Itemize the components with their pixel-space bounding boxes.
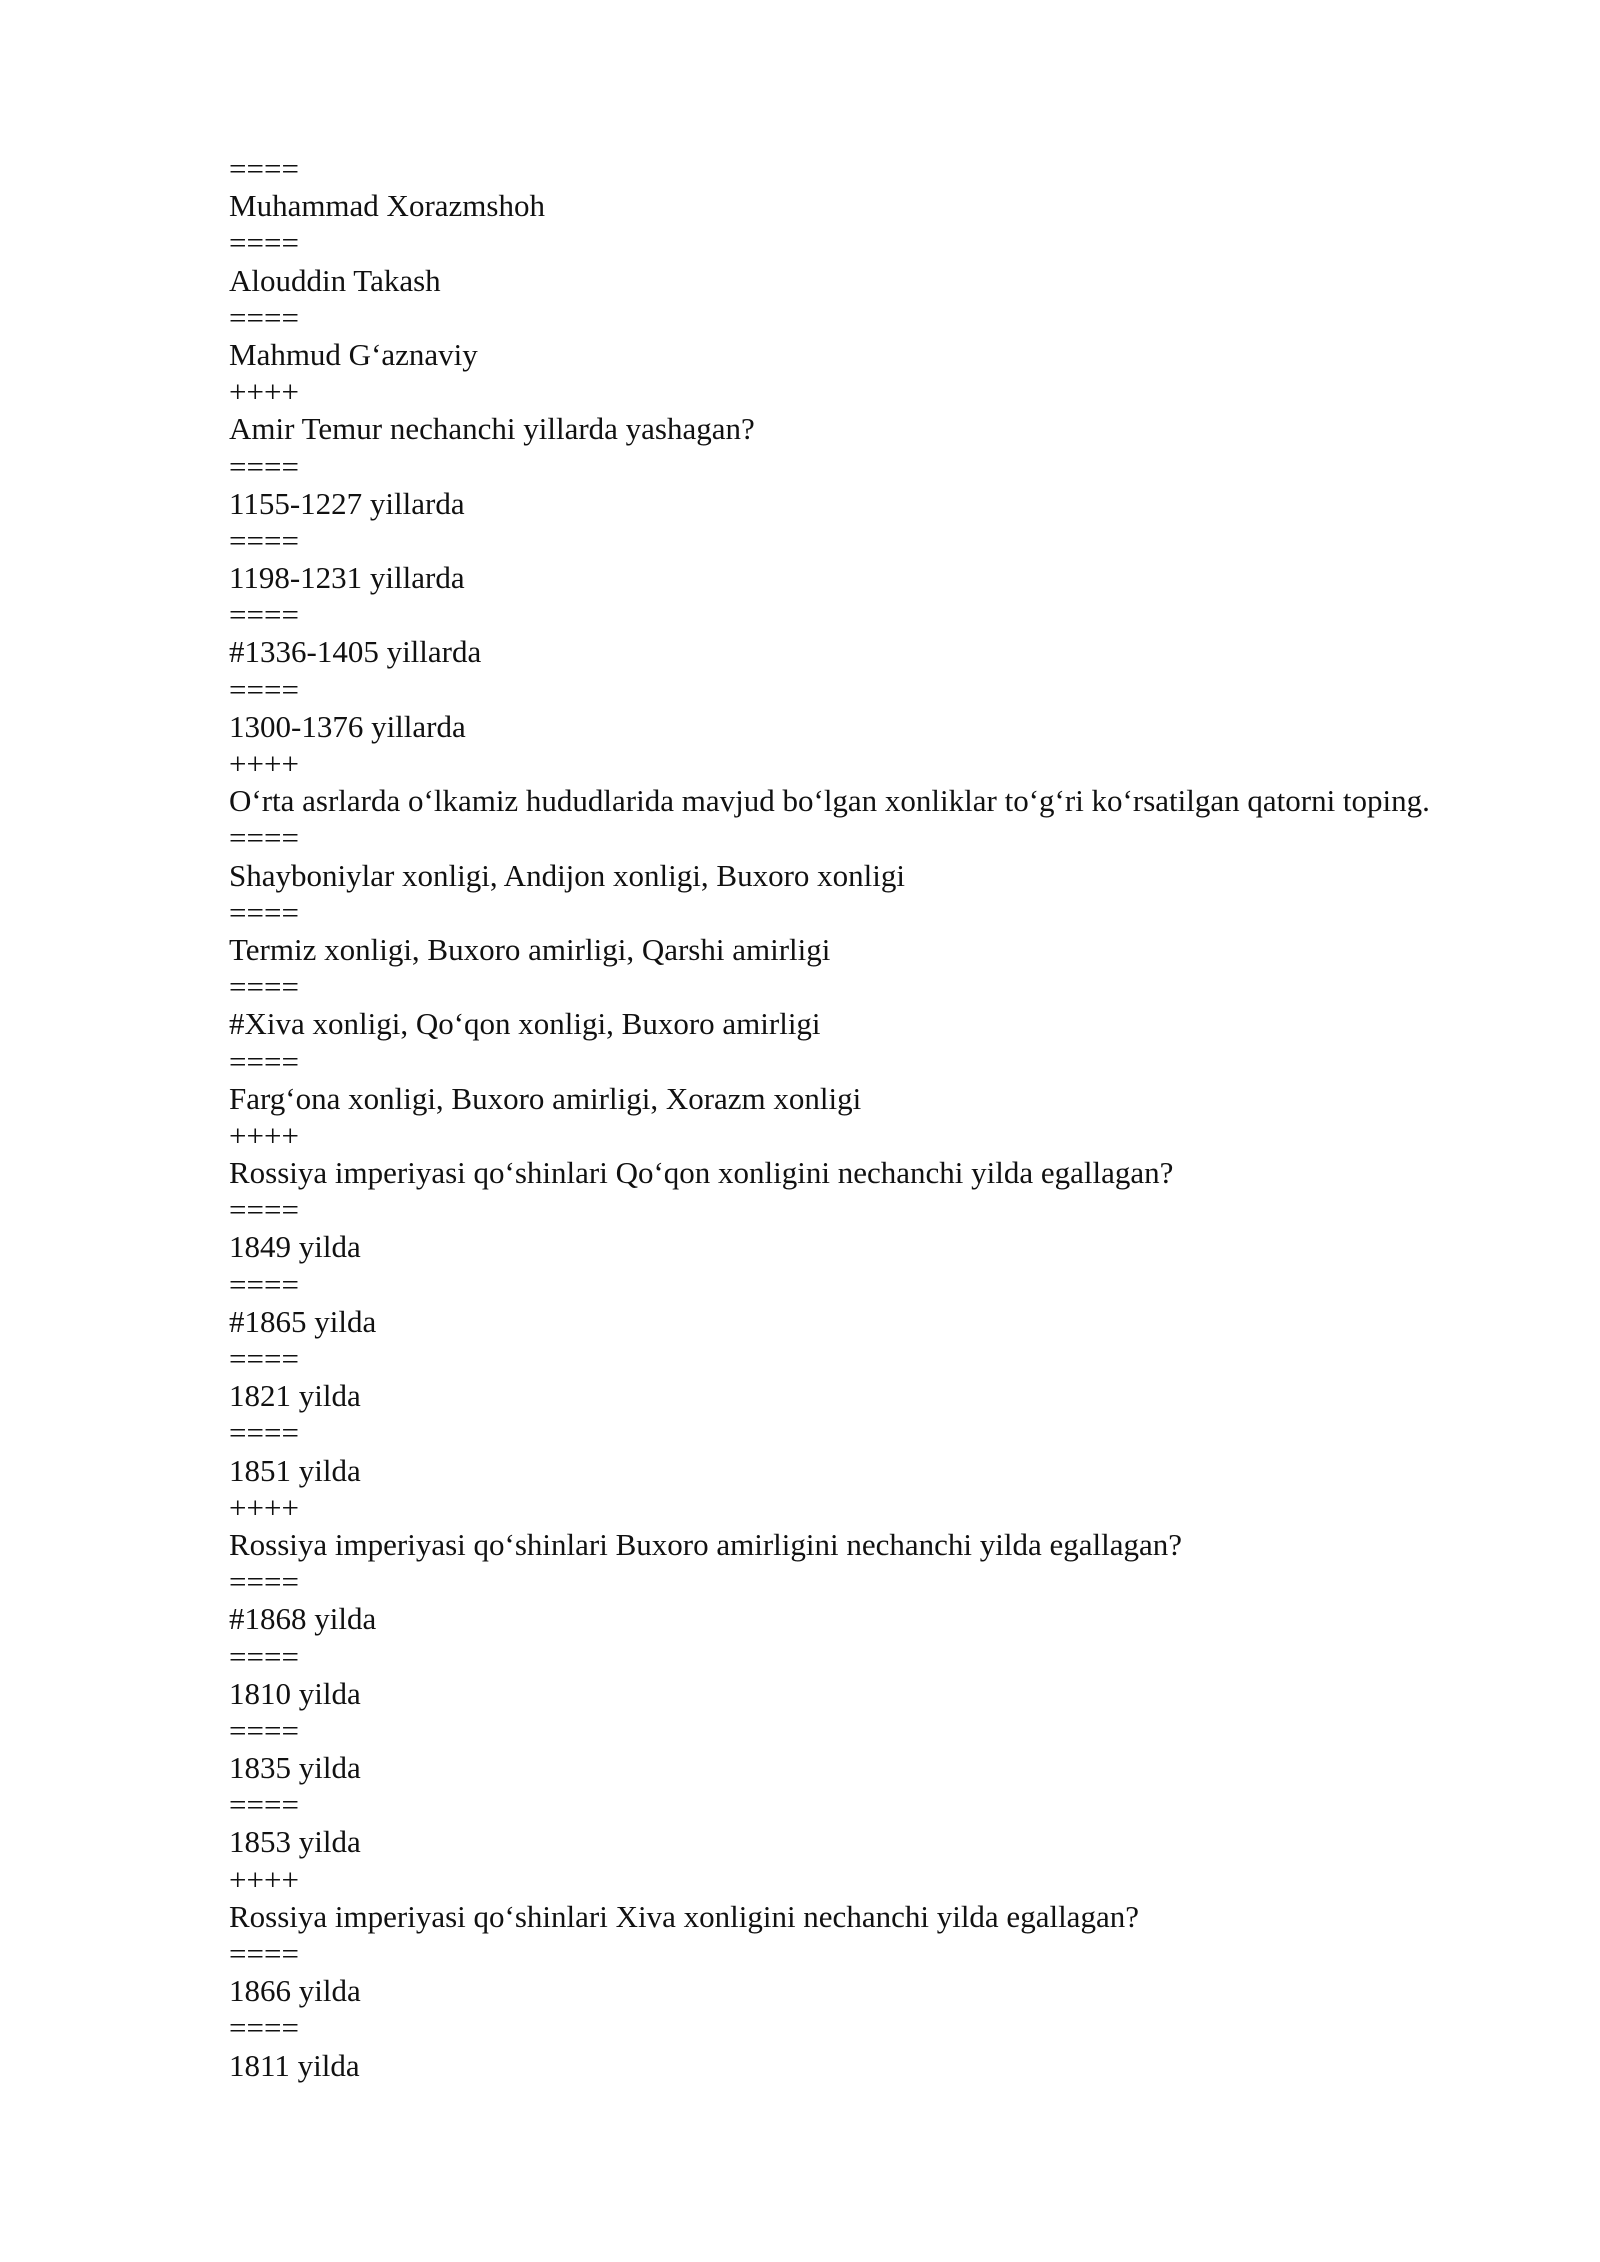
correct-answer-line: #1336-1405 yillarda: [229, 634, 482, 670]
separator-line: ====: [229, 1936, 299, 1971]
separator-line: ====: [229, 522, 299, 558]
question-separator: ++++: [229, 746, 299, 781]
answer-line: 1849 yilda: [229, 1229, 361, 1265]
answer-line: 1835 yilda: [229, 1750, 361, 1786]
separator-line: ====: [229, 1564, 299, 1600]
separator-line: ====: [229, 2010, 299, 2046]
question-separator: ++++: [229, 1489, 299, 1525]
question-separator: ++++: [229, 374, 299, 410]
answer-line: 1853 yilda: [229, 1824, 361, 1860]
separator-line: ====: [229, 894, 299, 930]
answer-line: 1851 yilda: [229, 1452, 361, 1488]
separator-line: ====: [229, 1638, 299, 1674]
separator-line: ====: [229, 820, 299, 856]
answer-line: 1155-1227 yillarda: [229, 485, 465, 521]
question-line: O‘rta asrlarda o‘lkamiz hududlarida mavjud bo‘lgan xonliklar to‘g‘ri ko‘rsatilgan qatorni toping.: [229, 783, 1430, 819]
correct-answer-line: #Xiva xonligi, Qo‘qon xonligi, Buxoro amirligi: [229, 1006, 821, 1042]
separator-line: ====: [229, 299, 299, 335]
question-line: Rossiya imperiyasi qo‘shinlari Xiva xonligini nechanchi yilda egallagan?: [229, 1898, 1139, 1934]
answer-line: Farg‘ona xonligi, Buxoro amirligi, Xorazm xonligi: [229, 1080, 862, 1116]
question-line: Amir Temur nechanchi yillarda yashagan?: [229, 411, 755, 447]
separator-line: ====: [229, 448, 299, 484]
separator-line: ====: [229, 225, 299, 261]
separator-line: ====: [229, 1266, 299, 1302]
separator-line: ====: [229, 1712, 299, 1748]
correct-answer-line: #1868 yilda: [229, 1601, 377, 1637]
correct-answer-line: #1865 yilda: [229, 1303, 377, 1339]
question-separator: ++++: [229, 1861, 299, 1897]
question-line: Rossiya imperiyasi qo‘shinlari Buxoro amirligini nechanchi yilda egallagan?: [229, 1526, 1183, 1562]
separator-line: ====: [229, 597, 299, 633]
answer-line: Alouddin Takash: [229, 262, 441, 298]
separator-line: ====: [229, 1192, 299, 1228]
answer-line: Termiz xonligi, Buxoro amirligi, Qarshi amirligi: [229, 931, 831, 967]
question-line: Rossiya imperiyasi qo‘shinlari Qo‘qon xonligini nechanchi yilda egallagan?: [229, 1155, 1174, 1191]
separator-line: ====: [229, 969, 299, 1005]
answer-line: 1810 yilda: [229, 1675, 361, 1711]
question-separator: ++++: [229, 1117, 299, 1153]
answer-line: Muhammad Xorazmshoh: [229, 188, 545, 224]
answer-line: Shayboniylar xonligi, Andijon xonligi, Buxoro xonligi: [229, 857, 905, 893]
separator-line: ====: [229, 1415, 299, 1451]
answer-line: Mahmud G‘aznaviy: [229, 336, 478, 372]
separator-line: ====: [229, 1787, 299, 1823]
answer-line: 1198-1231 yillarda: [229, 560, 465, 596]
answer-line: 1821 yilda: [229, 1378, 361, 1414]
document-body: [229, 150, 1549, 2084]
answer-line: 1866 yilda: [229, 1973, 361, 2009]
answer-line: 1300-1376 yillarda: [229, 708, 466, 744]
separator-line: ====: [229, 671, 299, 707]
answer-line: 1811 yilda: [229, 2047, 360, 2083]
separator-line: ====: [229, 151, 299, 186]
separator-line: ====: [229, 1341, 299, 1376]
separator-line: ====: [229, 1043, 299, 1079]
